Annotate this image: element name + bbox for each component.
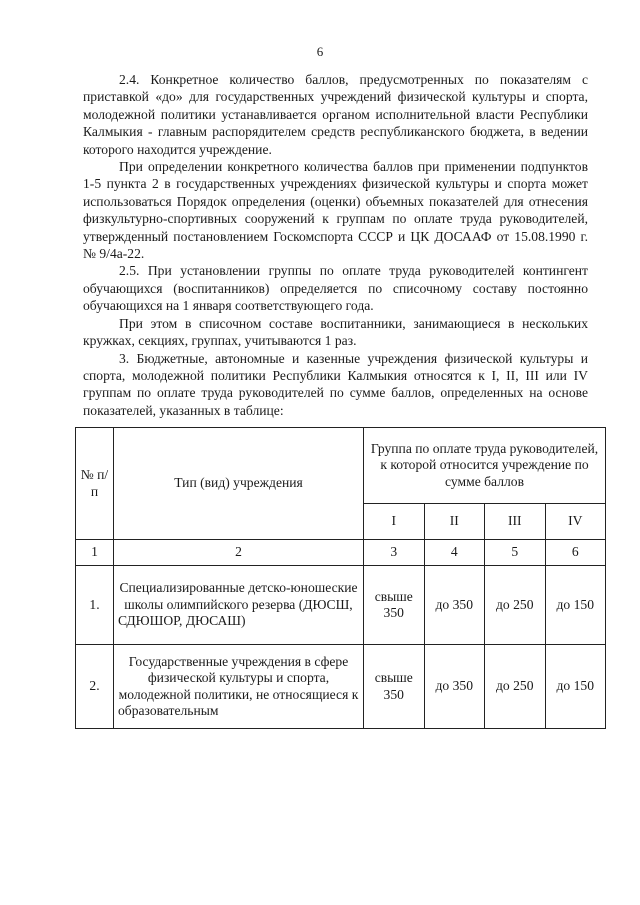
groups-table — [75, 427, 606, 729]
column-number: 6 — [545, 540, 606, 566]
group-label: IV — [545, 504, 606, 540]
header-num: № п/п — [76, 428, 114, 540]
group-value: до 350 — [424, 566, 485, 645]
group-value: до 250 — [485, 645, 546, 729]
group-value: до 150 — [545, 645, 606, 729]
institution-type: Специализированные детско-юношеские школы олимпийского резерва (ДЮСШ, СДЮШОР, ДЮСАШ) — [114, 566, 364, 645]
header-group: Группа по оплате труда руководителей, к которой относится учреждение по сумме баллов — [364, 428, 606, 504]
group-value: до 150 — [545, 566, 606, 645]
page-number: 6 — [316, 44, 324, 59]
table-header-row — [76, 428, 606, 504]
group-value: свыше 350 — [364, 566, 425, 645]
paragraph-3: 3. Бюджетные, автономные и казенные учреждения физической культуры и спорта, молодежной политики Республики Калмыкия относятся к I, II, III или IV группам по оплате труда руководителей по сумме баллов, определенных на основе показателей, указанных в таблице: — [83, 350, 588, 418]
group-value: до 350 — [424, 645, 485, 729]
group-label: III — [485, 504, 546, 540]
table-row — [76, 566, 606, 645]
row-number: 1. — [76, 566, 114, 645]
header-type: Тип (вид) учреждения — [114, 428, 364, 540]
table-row — [76, 645, 606, 729]
group-value: свыше 350 — [364, 645, 425, 729]
column-number: 2 — [114, 540, 364, 566]
group-label: II — [424, 504, 485, 540]
group-label: I — [364, 504, 425, 540]
column-number: 4 — [424, 540, 485, 566]
paragraph-pupils-note: При этом в списочном составе воспитанники, занимающиеся в нескольких кружках, секциях, группах, учитываются 1 раз. — [83, 315, 588, 349]
institution-type: Государственные учреждения в сфере физической культуры и спорта, молодежной политики, не относящиеся к образовательным — [114, 645, 364, 729]
paragraph-order-note: При определении конкретного количества баллов при применении подпунктов 1-5 пункта 2 в государственных учреждениях физической культуры и спорта может использоваться Порядок определения (оценки) объемных показателей для отнесения физкультурно-спортивных сооружений к группам по оплате труда руководителей, утвержденный постановлением Госкомспорта СССР и ЦК ДОСААФ от 15.08.1990 г. № 9/4а-22. — [83, 159, 588, 262]
table-column-numbers-row — [76, 540, 606, 566]
paragraph-2-5: 2.5. При установлении группы по оплате труда руководителей контингент обучающихся (воспитанников) определяется по списочному составу постоянно обучающихся на 1 января соответствующего года. — [83, 263, 588, 314]
document-body — [83, 71, 588, 419]
row-number: 2. — [76, 645, 114, 729]
column-number: 5 — [485, 540, 546, 566]
column-number: 1 — [76, 540, 114, 566]
paragraph-2-4: 2.4. Конкретное количество баллов, предусмотренных по показателям с приставкой «до» для государственных учреждений физической культуры и спорта, молодежной политики устанавливается органом исполнительной власти Республики Калмыкия - главным распорядителем средств республиканского бюджета, в ведении которого находится учреждение. — [83, 72, 588, 157]
group-value: до 250 — [485, 566, 546, 645]
column-number: 3 — [364, 540, 425, 566]
